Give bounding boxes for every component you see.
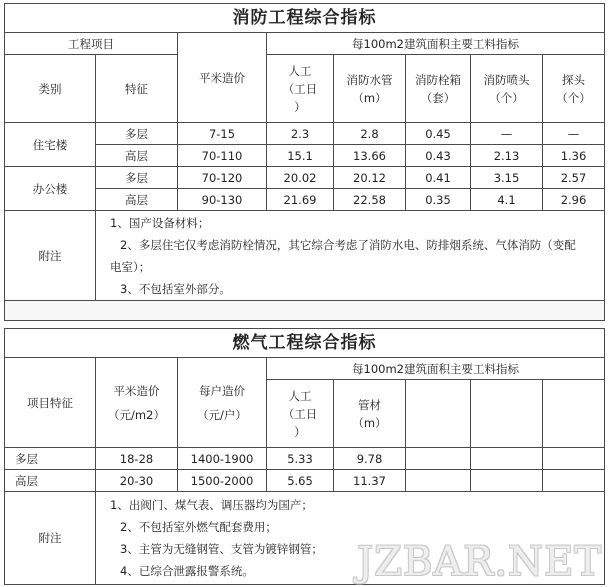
cell-cost: 18-28 xyxy=(96,448,178,470)
note-line: 2、多层住宅仅考虑消防栓情况，其它综合考虑了消防水电、防排烟系统、气体消防（变配 xyxy=(120,237,576,252)
cell-labor: 20.02 xyxy=(267,167,334,189)
note-line: 4、已综合泄露报警系统。 xyxy=(120,564,254,578)
header-project: 工程项目 xyxy=(5,33,178,55)
cell-feature: 高层 xyxy=(5,470,96,492)
header-unit-cost: 平米造价 xyxy=(178,33,267,123)
note-line: 1、国产设备材料； xyxy=(110,215,210,230)
header-feature: 项目特征 xyxy=(5,358,96,448)
cell-hydrant: 0.45 xyxy=(406,123,471,145)
cell-labor: 2.3 xyxy=(267,123,334,145)
table-row xyxy=(5,448,605,470)
cell-pipe: 9.78 xyxy=(334,448,406,470)
note-line: 2、不包括室外燃气配套费用； xyxy=(120,520,277,534)
cell-detector: 1.36 xyxy=(543,145,605,167)
fire-notes xyxy=(96,211,605,301)
cell-sprinkler: — xyxy=(471,123,543,145)
header-feature: 特征 xyxy=(96,55,178,123)
header-fire-pipe: 消防水管 （m） xyxy=(334,55,406,123)
category-residential: 住宅楼 xyxy=(5,123,96,167)
cell-sprinkler: 3.15 xyxy=(471,167,543,189)
table-row xyxy=(5,123,605,145)
cell-labor: 5.65 xyxy=(267,470,334,492)
cell-pipe: 2.8 xyxy=(334,123,406,145)
cell-detector: 2.57 xyxy=(543,167,605,189)
cell-cost: 70-120 xyxy=(178,167,267,189)
cell-hydrant: 0.35 xyxy=(406,189,471,211)
cell-pipe: 11.37 xyxy=(334,470,406,492)
cell-labor: 21.69 xyxy=(267,189,334,211)
cell-feature: 多层 xyxy=(5,448,96,470)
header-labor: 人工 （工日 ） xyxy=(267,55,334,123)
cell-cost: 90-130 xyxy=(178,189,267,211)
cell-feature: 多层 xyxy=(96,123,178,145)
gas-index-table xyxy=(4,328,605,585)
cell-house-cost: 1500-2000 xyxy=(178,470,267,492)
cell-pipe: 20.12 xyxy=(334,167,406,189)
note-line: 1、出阀门、煤气表、调压器均为国产； xyxy=(110,498,313,512)
note-label: 附注 xyxy=(5,492,96,585)
header-main-quantities: 每100m2建筑面积主要工料指标 xyxy=(267,33,605,55)
cell-detector: 2.96 xyxy=(543,189,605,211)
header-labor: 人工 （工日 ） xyxy=(267,380,334,448)
note-line: 3、不包括室外部分。 xyxy=(120,281,231,296)
note-line: 电室）； xyxy=(110,259,151,274)
fire-index-table xyxy=(4,3,605,321)
cell-feature: 高层 xyxy=(96,145,178,167)
cell-cost: 20-30 xyxy=(96,470,178,492)
cell-hydrant: 0.41 xyxy=(406,167,471,189)
note-line: 3、主管为无缝钢管、支管为镀锌钢管； xyxy=(120,542,323,556)
note-label: 附注 xyxy=(5,211,96,301)
fire-table-title: 消防工程综合指标 xyxy=(5,4,605,33)
gas-notes xyxy=(96,492,605,585)
cell-hydrant: 0.43 xyxy=(406,145,471,167)
header-empty xyxy=(406,380,471,448)
header-empty xyxy=(471,380,543,448)
cell-sprinkler: 2.13 xyxy=(471,145,543,167)
table-row xyxy=(5,167,605,189)
header-main-quantities: 每100m2建筑面积主要工料指标 xyxy=(267,358,605,380)
cell-detector: — xyxy=(543,123,605,145)
header-pipe: 管材 （m） xyxy=(334,380,406,448)
cell-sprinkler: 4.1 xyxy=(471,189,543,211)
cell-cost: 70-110 xyxy=(178,145,267,167)
cell-feature: 多层 xyxy=(96,167,178,189)
cell-house-cost: 1400-1900 xyxy=(178,448,267,470)
header-sprinkler: 消防喷头 （个） xyxy=(471,55,543,123)
cell-cost: 7-15 xyxy=(178,123,267,145)
header-unit-cost: 平米造价 （元/m2） xyxy=(96,358,178,448)
header-empty xyxy=(543,380,605,448)
cell-labor: 5.33 xyxy=(267,448,334,470)
gas-table-title: 燃气工程综合指标 xyxy=(5,329,605,358)
cell-feature: 高层 xyxy=(96,189,178,211)
header-hydrant-box: 消防栓箱 （套） xyxy=(406,55,471,123)
cell-labor: 15.1 xyxy=(267,145,334,167)
site-watermark: JZBAR.NET xyxy=(357,539,602,585)
header-category: 类别 xyxy=(5,55,96,123)
cell-pipe: 13.66 xyxy=(334,145,406,167)
category-office: 办公楼 xyxy=(5,167,96,211)
header-detector: 探头 （个） xyxy=(543,55,605,123)
header-house-cost: 每户造价 （元/户） xyxy=(178,358,267,448)
cell-pipe: 22.58 xyxy=(334,189,406,211)
spacer-row xyxy=(5,301,605,321)
table-row xyxy=(5,470,605,492)
